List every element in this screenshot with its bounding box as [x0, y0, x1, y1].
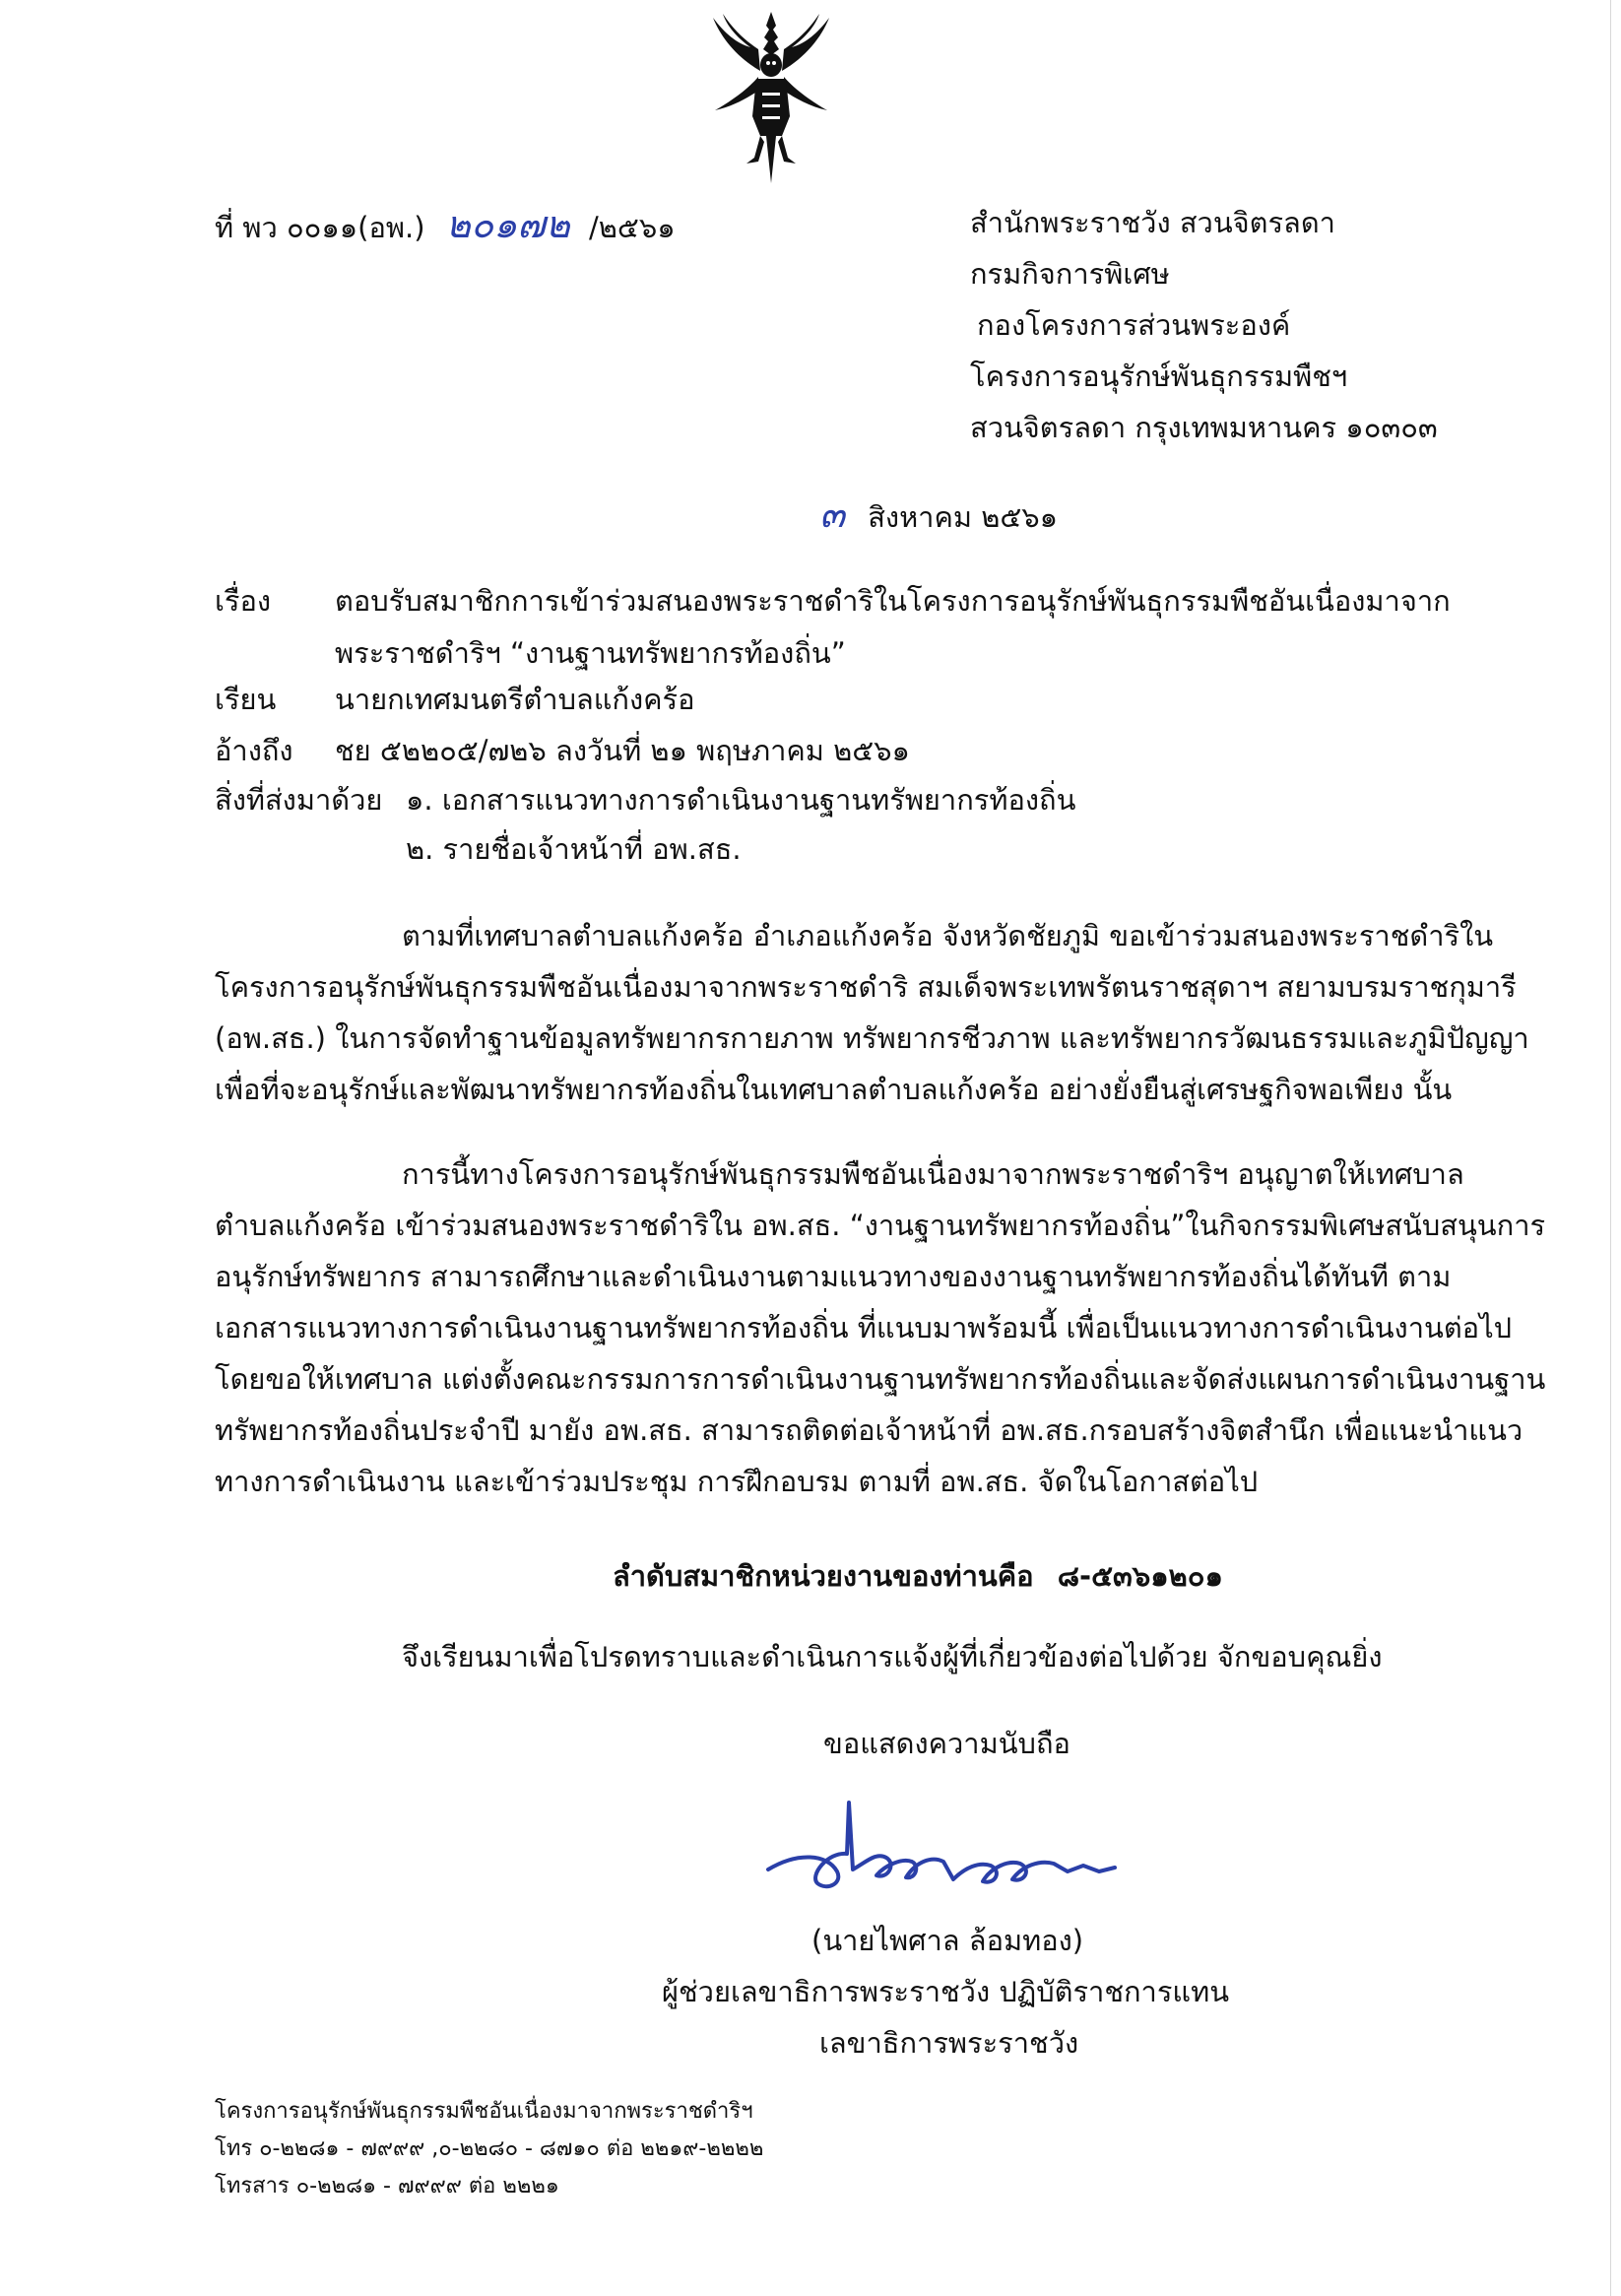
body-paragraph-2 [215, 1148, 1546, 1507]
body-paragraph-1 [215, 910, 1529, 1115]
subject-line: ตอบรับสมาชิกการเข้าร่วมสนองพระราชดำริในโครงการอนุรักษ์พันธุกรรมพืชอันเนื่องมาจาก [335, 584, 1451, 618]
date-day-handwritten: ๓ [819, 492, 845, 536]
address-line: กรมกิจการพิเศษ [970, 257, 1170, 291]
footer-contact [215, 2093, 763, 2205]
enclosure-label: สิ่งที่ส่งมาด้วย [215, 783, 383, 817]
paragraph-line: ตำบลแก้งคร้อ เข้าร่วมสนองพระราชดำริใน อพ.สธ. “งานฐานทรัพยากรท้องถิ่น”ในกิจกรรมพิเศษสนับสนุนการ [215, 1209, 1546, 1242]
to-label: เรียน [215, 683, 277, 716]
subject-label: เรื่อง [215, 584, 272, 618]
address-line: สวนจิตรลดา กรุงเทพมหานคร ๑๐๓๐๓ [970, 411, 1438, 444]
footer-phone: โทร ๐-๒๒๘๑ - ๗๙๙๙ ,๐-๒๒๘๐ - ๘๗๑๐ ต่อ ๒๒๑๙-๒๒๒๒ [215, 2136, 764, 2161]
paragraph-line: โครงการอนุรักษ์พันธุกรรมพืชอันเนื่องมาจากพระราชดำริ สมเด็จพระเทพรัตนราชสุดาฯ สยามบรมราชกุมารี [215, 970, 1517, 1004]
member-number: ๘-๕๓๖๑๒๐๑ [1057, 1559, 1223, 1593]
member-label: ลำดับสมาชิกหน่วยงานของท่านคือ [613, 1559, 1034, 1593]
footer-org: โครงการอนุรักษ์พันธุกรรมพืชอันเนื่องมาจากพระราชดำริฯ [215, 2099, 753, 2124]
paragraph-line: ตามที่เทศบาลตำบลแก้งคร้อ อำเภอแก้งคร้อ จังหวัดชัยภูมิ ขอเข้าร่วมสนองพระราชดำริใน [402, 919, 1494, 952]
reference-number [215, 205, 676, 247]
salutation: ขอแสดงความนับถือ [823, 1727, 1070, 1760]
closing-line: จึงเรียนมาเพื่อโปรดทราบและดำเนินการแจ้งผู้ที่เกี่ยวข้องต่อไปด้วย จักขอบคุณยิ่ง [402, 1640, 1383, 1673]
paragraph-line: อนุรักษ์ทรัพยากร สามารถศึกษาและดำเนินงานตามแนวทางของงานฐานทรัพยากรท้องถิ่นได้ทันที ตาม [215, 1260, 1452, 1293]
date-month-year: สิงหาคม ๒๕๖๑ [868, 500, 1059, 534]
signer-position-2: เลขาธิการพระราชวัง [819, 2026, 1079, 2060]
letter-date [819, 494, 1058, 537]
subject-line: พระราชดำริฯ “งานฐานทรัพยากรท้องถิ่น” [335, 636, 846, 670]
reference-value: ชย ๕๒๒๐๕/๗๒๖ ลงวันที่ ๒๑ พฤษภาคม ๒๕๖๑ [335, 734, 910, 767]
paragraph-line: การนี้ทางโครงการอนุรักษ์พันธุกรรมพืชอันเนื่องมาจากพระราชดำริฯ อนุญาตให้เทศบาล [402, 1157, 1464, 1191]
enclosure-item: ๑. เอกสารแนวทางการดำเนินงานฐานทรัพยากรท้องถิ่น [406, 783, 1076, 817]
paragraph-line: เอกสารแนวทางการดำเนินงานฐานทรัพยากรท้องถิ่น ที่แนบมาพร้อมนี้ เพื่อเป็นแนวทางการดำเนินงานต่อไป [215, 1311, 1513, 1345]
page-edge-line [1610, 0, 1611, 2296]
reference-prefix: ที่ พว ๐๐๑๑(อพ.) [215, 211, 425, 244]
paragraph-line: โดยขอให้เทศบาล แต่งตั้งคณะกรรมการการดำเนินงานฐานทรัพยากรท้องถิ่นและจัดส่งแผนการดำเนินงานฐาน [215, 1362, 1546, 1396]
signer-name: (นายไพศาล ล้อมทอง) [811, 1924, 1084, 1957]
reference-label: อ้างถึง [215, 734, 293, 767]
sender-address [970, 197, 1438, 453]
paragraph-line: ทางการดำเนินงาน และเข้าร่วมประชุม การฝึกอบรม ตามที่ อพ.สธ. จัดในโอกาสต่อไป [215, 1465, 1259, 1498]
paragraph-line: ทรัพยากรท้องถิ่นประจำปี มายัง อพ.สธ. สามารถติดต่อเจ้าหน้าที่ อพ.สธ.กรอบสร้างจิตสำนึก เพื่อแนะนำแนว [215, 1413, 1524, 1447]
paragraph-line: เพื่อที่จะอนุรักษ์และพัฒนาทรัพยากรท้องถิ่นในเทศบาลตำบลแก้งคร้อ อย่างยั่งยืนสู่เศรษฐกิจพอเพียง นั้น [215, 1073, 1453, 1106]
signature-image [758, 1793, 1133, 1911]
footer-fax: โทรสาร ๐-๒๒๘๑ - ๗๙๙๙ ต่อ ๒๒๒๑ [215, 2174, 559, 2198]
to-value: นายกเทศมนตรีตำบลแก้งคร้อ [335, 683, 695, 716]
paragraph-line: (อพ.สธ.) ในการจัดทำฐานข้อมูลทรัพยากรกายภาพ ทรัพยากรชีวภาพ และทรัพยากรวัฒนธรรมและภูมิปัญญา [215, 1021, 1529, 1055]
enclosure-item: ๒. รายชื่อเจ้าหน้าที่ อพ.สธ. [406, 832, 742, 866]
address-line: โครงการอนุรักษ์พันธุกรรมพืชฯ [970, 360, 1348, 393]
member-number-line [613, 1556, 1223, 1596]
garuda-emblem-icon [707, 8, 835, 195]
reference-handwritten: ๒๐๑๗๒ [445, 203, 570, 246]
address-line: สำนักพระราชวัง สวนจิตรลดา [970, 206, 1335, 239]
address-line: กองโครงการส่วนพระองค์ [977, 308, 1291, 342]
signer-position: ผู้ช่วยเลขาธิการพระราชวัง ปฏิบัติราชการแทน [662, 1975, 1230, 2008]
reference-year: /๒๕๖๑ [589, 211, 676, 244]
